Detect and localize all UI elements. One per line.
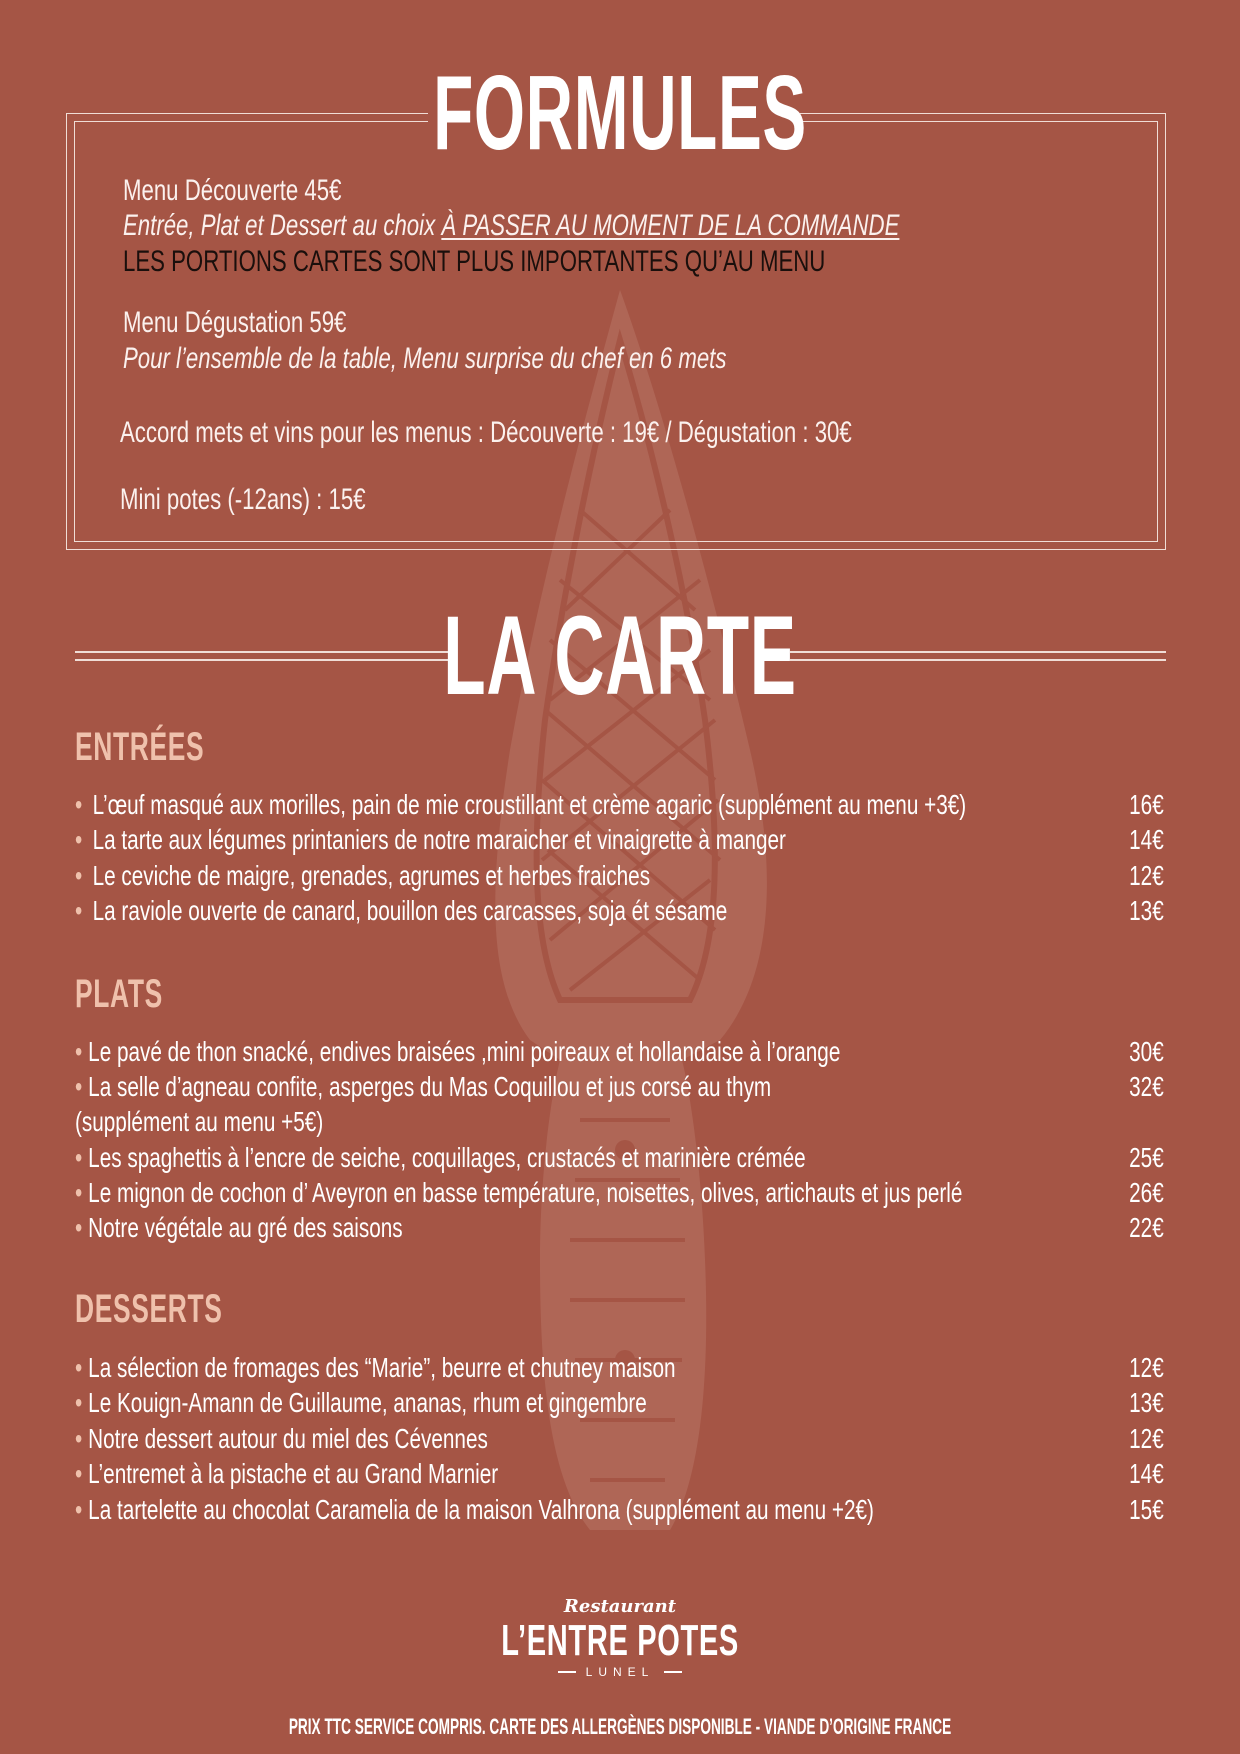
portions-note: LES PORTIONS CARTES SONT PLUS IMPORTANTES QU’AU MENU [123, 245, 826, 278]
logo-script: Restaurant [563, 1596, 677, 1617]
item-price: 26€ [1129, 1177, 1164, 1208]
bullet-icon: • [75, 1036, 83, 1067]
item-price: 32€ [1129, 1071, 1164, 1102]
bullet-icon: • [75, 1423, 83, 1454]
footer-notice: PRIX TTC SERVICE COMPRIS. CARTE DES ALLERGÈNES DISPONIBLE - VIANDE D’ORIGINE FRANCE [288, 1714, 952, 1739]
item-name: La raviole ouverte de canard, bouillon des carcasses, soja ét sésame [92, 895, 728, 926]
item-name: L’entremet à la pistache et au Grand Marnier [88, 1458, 499, 1489]
list-item [75, 894, 727, 928]
item-name: Le mignon de cochon d’ Aveyron en basse température, noisettes, olives, artichauts et jus perlé [88, 1177, 963, 1208]
logo-city-text: LUNEL [585, 1665, 655, 1679]
item-price: 14€ [1129, 824, 1164, 855]
item-name: Les spaghettis à l’encre de seiche, coquillages, crustacés et marinière crémée [88, 1142, 806, 1173]
item-name: La selle d’agneau confite, asperges du Mas Coquillou et jus corsé au thym [88, 1071, 772, 1102]
bullet-icon: • [75, 1387, 83, 1418]
list-item [75, 1176, 962, 1210]
menu-decouverte-desc [123, 208, 899, 244]
item-name: Notre végétale au gré des saisons [88, 1212, 403, 1243]
item-name: Le pavé de thon snacké, endives braisées ,mini poireaux et hollandaise à l’orange [88, 1036, 841, 1067]
item-price: 14€ [1129, 1458, 1164, 1489]
formules-title: FORMULES [433, 54, 807, 172]
item-name: La sélection de fromages des “Marie”, beurre et chutney maison [88, 1352, 676, 1383]
bullet-icon: • [75, 1494, 83, 1525]
item-name: Le ceviche de maigre, grenades, agrumes et herbes fraiches [92, 860, 651, 891]
logo-dash-right [664, 1671, 682, 1673]
list-item [75, 1211, 403, 1245]
list-item [75, 1493, 874, 1527]
item-price: 30€ [1129, 1036, 1164, 1067]
list-item [75, 1035, 840, 1069]
menu-degustation-desc: Pour l’ensemble de la table, Menu surprise du chef en 6 mets [123, 342, 727, 375]
item-price: 12€ [1129, 1352, 1164, 1383]
item-name: Notre dessert autour du miel des Cévennes [88, 1423, 488, 1454]
menu-decouverte-desc-underlined: À PASSER AU MOMENT DE LA COMMANDE [441, 209, 900, 242]
carte-title: LA CARTE [443, 593, 797, 718]
item-supplement: (supplément au menu +5€) [75, 1106, 324, 1137]
list-item [75, 1457, 498, 1491]
bullet-icon: • [75, 789, 83, 820]
item-name: La tartelette au chocolat Caramelia de la maison Valhrona (supplément au menu +2€) [88, 1494, 874, 1525]
bullet-icon: • [75, 1458, 83, 1489]
item-price: 15€ [1129, 1494, 1164, 1525]
list-item [75, 788, 966, 822]
bullet-icon: • [75, 1177, 83, 1208]
desserts-heading: DESSERTS [75, 1287, 223, 1331]
list-item [75, 1386, 647, 1420]
item-price: 22€ [1129, 1212, 1164, 1243]
menu-decouverte-label: Menu Découverte 45€ [123, 174, 342, 207]
bullet-icon: • [75, 895, 83, 926]
list-item [75, 859, 650, 893]
list-item [75, 1141, 806, 1175]
item-name: L’œuf masqué aux morilles, pain de mie croustillant et crème agaric (supplément au menu +3€) [92, 789, 967, 820]
item-price: 16€ [1129, 789, 1164, 820]
bullet-icon: • [75, 1212, 83, 1243]
entrees-heading: ENTRÉES [75, 725, 205, 769]
bullet-icon: • [75, 860, 83, 891]
bullet-icon: • [75, 1071, 83, 1102]
menu-decouverte-desc-text: Entrée, Plat et Dessert au choix [123, 209, 442, 242]
item-price: 13€ [1129, 895, 1164, 926]
item-price: 25€ [1129, 1142, 1164, 1173]
bullet-icon: • [75, 1352, 83, 1383]
item-name: Le Kouign-Amann de Guillaume, ananas, rhum et gingembre [88, 1387, 647, 1418]
list-item [75, 1070, 771, 1104]
logo-name: L’ENTRE POTES [501, 1616, 739, 1665]
list-item [75, 823, 786, 857]
item-price: 12€ [1129, 860, 1164, 891]
bullet-icon: • [75, 824, 83, 855]
mini-potes: Mini potes (-12ans) : 15€ [120, 483, 366, 516]
item-name: La tarte aux légumes printaniers de notre maraicher et vinaigrette à manger [92, 824, 786, 855]
logo-dash-left [558, 1671, 576, 1673]
list-item [75, 1422, 488, 1456]
item-price: 13€ [1129, 1387, 1164, 1418]
restaurant-logo [0, 1596, 1240, 1680]
bullet-icon: • [75, 1142, 83, 1173]
menu-degustation-label: Menu Dégustation 59€ [123, 306, 347, 339]
logo-city [0, 1664, 1240, 1680]
plats-heading: PLATS [75, 972, 163, 1016]
list-item [75, 1351, 676, 1385]
accord-mets-vins: Accord mets et vins pour les menus : Découverte : 19€ / Dégustation : 30€ [120, 416, 852, 449]
item-price: 12€ [1129, 1423, 1164, 1454]
